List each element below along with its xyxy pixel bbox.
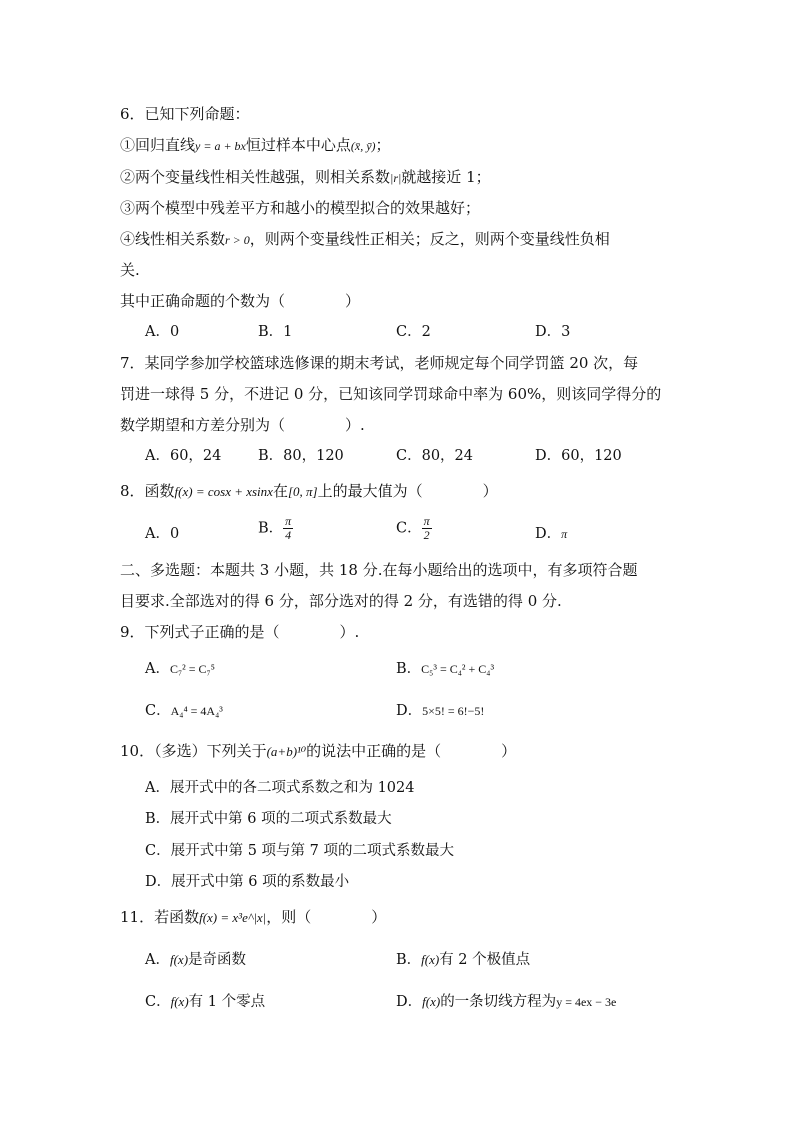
q8-option-b [258, 515, 293, 542]
q9-option-d [396, 701, 484, 721]
q6-s2-text: ②两个变量线性相关性越强，则相关系数 [120, 168, 391, 186]
q6-option-c: C．2 [396, 324, 431, 340]
q8-option-d-math: π [561, 527, 568, 541]
q11-text: 11．若函数 [120, 908, 200, 926]
q6-s1-text-b: 恒过样本中心点 [245, 136, 351, 154]
q6-s1-math-center: (x̄, ȳ) [350, 139, 376, 153]
q6-stem: 6．已知下列命题： [120, 105, 250, 123]
q11-option-c-label: C． [145, 994, 171, 1010]
q9-option-c-math: A₄⁴ = 4A₄³ [170, 704, 223, 718]
q10-option-c: C．展开式中第 5 项与第 7 项的二项式系数最大 [145, 843, 454, 859]
q11-option-a [145, 950, 246, 970]
q8-text-b: 在 [272, 482, 288, 500]
section-2-line-1: 二、多选题：本题共 3 小题，共 18 分.在每小题给出的选项中，有多项符合题 [120, 561, 638, 579]
q9-option-b-label: B． [396, 661, 422, 677]
q7-option-c: C．80，24 [396, 448, 473, 464]
q8-option-b-label: B． [258, 520, 284, 537]
q11-option-b [396, 950, 530, 970]
q9-stem: 9．下列式子正确的是（ ）. [120, 623, 360, 641]
q6-statement-4 [120, 229, 610, 250]
q11-option-d-text: 的一条切线方程为 [440, 994, 557, 1010]
q6-s2-text-b: 就越接近 1； [401, 168, 491, 186]
q6-option-d: D．3 [535, 324, 571, 340]
q9-option-c-label: C． [145, 703, 171, 719]
q6-question: 其中正确命题的个数为（ ） [120, 292, 361, 310]
q7-option-b: B．80，120 [258, 448, 344, 464]
q8-option-b-fraction [283, 515, 293, 542]
q11-option-a-label: A． [145, 952, 170, 968]
q10-math: (a+b)¹⁰ [266, 744, 307, 759]
fraction-numerator: π [423, 514, 430, 528]
fraction-denominator: 2 [423, 528, 430, 542]
q11-option-d-math: f(x) [422, 994, 441, 1009]
q10-option-b: B．展开式中第 6 项的二项式系数最大 [145, 811, 392, 827]
q6-statement-2 [120, 167, 491, 188]
q11-option-b-math: f(x) [421, 952, 440, 967]
q8-text: 8．函数 [120, 482, 175, 500]
q7-line-2: 罚进一球得 5 分，不进记 0 分，已知该同学罚球命中率为 60%，则该同学得分的 [120, 385, 662, 403]
q7-line-3: 数学期望和方差分别为（ ）. [120, 416, 365, 434]
q11-option-b-label: B． [396, 952, 422, 968]
q9-option-b-math: C₅³ = C₄² + C₄³ [421, 662, 495, 676]
q7-line-1: 7．某同学参加学校篮球选修课的期末考试，老师规定每个同学罚篮 20 次，每 [120, 354, 639, 372]
q8-stem [120, 481, 498, 502]
q11-option-b-text: 有 2 个极值点 [439, 952, 531, 968]
q11-option-c-text: 有 1 个零点 [188, 994, 266, 1010]
q6-option-b: B．1 [258, 324, 293, 340]
q10-text: 10．（多选）下列关于 [120, 742, 267, 760]
q6-s1-text-c: ； [375, 136, 391, 154]
q6-s4-text: ④线性相关系数 [120, 230, 226, 248]
q10-option-d: D．展开式中第 6 项的系数最小 [145, 874, 350, 890]
q7-option-d: D．60，120 [535, 448, 622, 464]
q6-s1-text: ①回归直线 [120, 136, 196, 154]
q6-statement-4-cont: 关. [120, 261, 140, 279]
q11-option-a-math: f(x) [169, 952, 189, 967]
section-2-line-2: 目要求.全部选对的得 6 分，部分选对的得 2 分，有选错的得 0 分. [120, 592, 562, 610]
q6-s2-math: |r| [390, 171, 402, 185]
q8-text-c: 上的最大值为（ ） [317, 482, 498, 500]
q6-s4-text-b: ，则两个变量线性正相关；反之，则两个变量线性负相 [249, 230, 610, 248]
q11-stem [120, 907, 386, 928]
q11-option-d-label: D． [396, 994, 423, 1010]
q9-option-d-math: 5×5! = 6!−5! [422, 704, 485, 718]
q6-option-a: A．0 [145, 324, 180, 340]
q11-math: f(x) = x³e^|x| [199, 910, 267, 925]
q6-s4-math: r > 0 [225, 233, 250, 247]
q8-math-function: f(x) = cosx + xsinx [174, 484, 273, 499]
q9-option-b [396, 659, 494, 679]
fraction-numerator: π [285, 514, 292, 528]
q9-option-a [145, 659, 215, 679]
q11-option-d-math-line: y = 4ex − 3e [556, 995, 617, 1009]
q8-option-d-label: D． [535, 526, 562, 542]
q11-option-a-text: 是奇函数 [188, 952, 247, 968]
q11-text-b: ，则（ ） [266, 908, 387, 926]
q8-option-c-label: C． [396, 520, 422, 537]
q6-statement-3: ③两个模型中残差平方和越小的模型拟合的效果越好； [120, 199, 481, 217]
q11-option-c-math: f(x) [170, 994, 189, 1009]
fraction-denominator: 4 [285, 528, 292, 542]
q9-option-a-math: C₇² = C₇⁵ [169, 662, 215, 676]
q10-stem [120, 741, 516, 762]
q9-option-d-label: D． [396, 703, 423, 719]
q9-option-a-label: A． [145, 661, 170, 677]
q9-option-c [145, 701, 223, 721]
q8-math-interval: [0, π] [287, 484, 318, 499]
q10-text-b: 的说法中正确的是（ ） [306, 742, 517, 760]
q6-s1-math: y = a + bx [195, 139, 246, 153]
q11-option-c [145, 992, 265, 1012]
q8-option-a: A．0 [145, 526, 180, 542]
q8-option-c [396, 515, 432, 542]
q11-option-d [396, 992, 616, 1012]
q8-option-d [535, 524, 567, 544]
q7-option-a: A．60，24 [145, 448, 222, 464]
q6-statement-1 [120, 135, 391, 156]
q8-option-c-fraction [422, 515, 432, 542]
q10-option-a: A．展开式中的各二项式系数之和为 1024 [145, 780, 415, 796]
